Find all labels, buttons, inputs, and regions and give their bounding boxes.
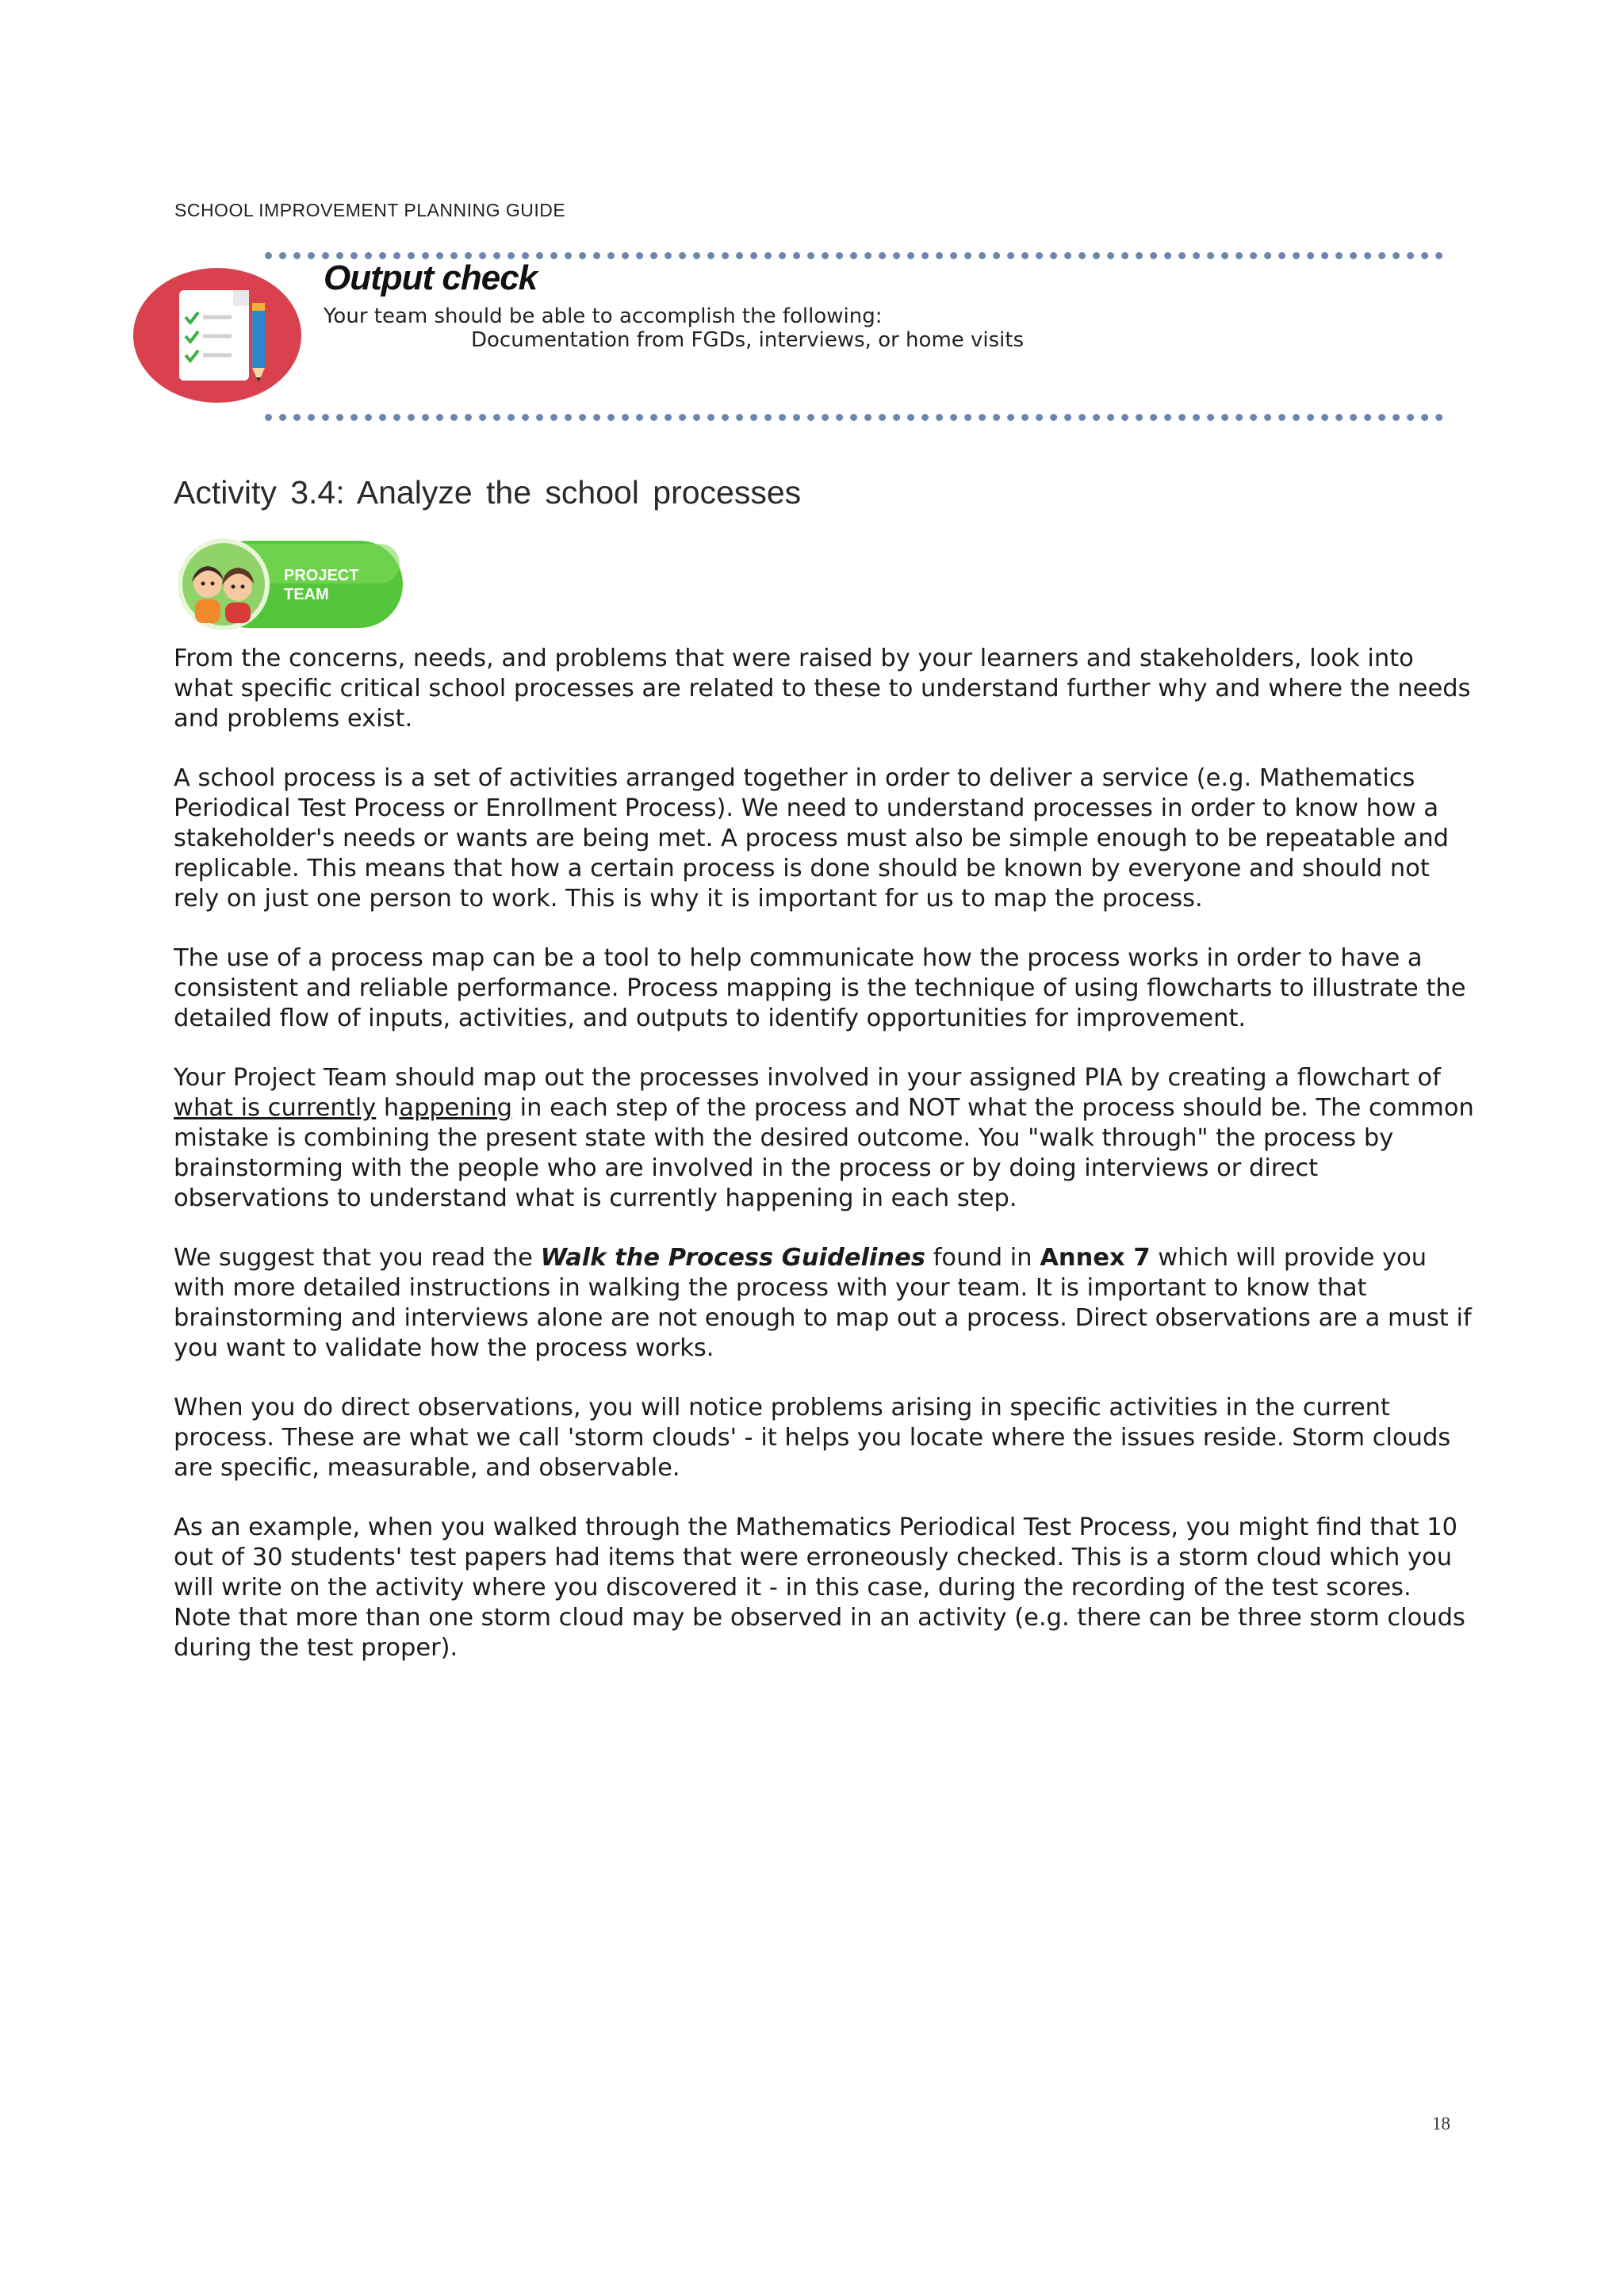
paragraph-1: From the concerns, needs, and problems that were raised by your learners and stakeholders, look into what specific critical school processes are related to these to understand further why and where the needs and problems exist. xyxy=(174,645,1471,733)
checklist-pencil-icon xyxy=(132,266,303,404)
project-team-badge xyxy=(173,536,408,633)
paragraph-7: As an example, when you walked through the Mathematics Periodical Test Process, you might find that 10 out of 30 students' test papers had items that were erroneously checked. This is a storm cloud which you will write on the activity where you discovered it - in this case, during the recording of the test scores. Note that more than one storm cloud may be observed in an activity (e.g. there can be three storm clouds during the test proper). xyxy=(174,1513,1465,1662)
badge-label-project: PROJECT xyxy=(284,567,359,584)
paragraph-4: Your Project Team should map out the processes involved in your assigned PIA by creating a flowchart of what is currently happening in each step of the process and NOT what the process should be. The common mistake is combining the present state with the desired outcome. You "walk through" the process by brainstorming with the people who are involved in the process or by doing interviews or direct observations to understand what is currently happening in each step. xyxy=(174,1064,1474,1212)
output-check-title: Output check xyxy=(324,258,538,297)
dotted-divider-bottom xyxy=(265,414,1443,421)
badge-label-team: TEAM xyxy=(284,586,329,603)
running-header: SCHOOL IMPROVEMENT PLANNING GUIDE xyxy=(174,200,566,220)
paragraph-5: We suggest that you read the Walk the Process Guidelines found in Annex 7 which will provide you with more detailed instructions in walking the process with your team. It is important to know that brainstorming and interviews alone are not enough to map out a process. Direct observations are a must if you want to validate how the process works. xyxy=(174,1244,1472,1362)
paragraph-2: A school process is a set of activities arranged together in order to deliver a service (e.g. Mathematics Periodical Test Process or Enrollment Process). We need to understand processes in order to know how a stakeholder's needs or wants are being met. A process must also be simple enough to be repeatable and replicable. This means that how a certain process is done should be known by everyone and should not rely on just one person to work. This is why it is important for us to map the process. xyxy=(174,764,1450,913)
page-number: 18 xyxy=(1432,2114,1450,2133)
body-text xyxy=(174,644,1474,1693)
paragraph-3: The use of a process map can be a tool to help communicate how the process works in order to have a consistent and reliable performance. Process mapping is the technique of using flowcharts to illustrate the detailed flow of inputs, activities, and outputs to identify opportunities for improvement. xyxy=(174,944,1466,1032)
output-check-item: Documentation from FGDs, interviews, or home visits xyxy=(471,328,1025,352)
paragraph-6: When you do direct observations, you will notice problems arising in specific activities in the current process. These are what we call 'storm clouds' - it helps you locate where the issues reside. Storm clouds are specific, measurable, and observable. xyxy=(174,1394,1451,1482)
activity-title: Activity 3.4: Analyze the school processes xyxy=(174,474,802,511)
guideline-title: Walk the Process Guidelines xyxy=(540,1244,925,1272)
output-check-intro: Your team should be able to accomplish the following: xyxy=(324,304,883,328)
annex-reference: Annex 7 xyxy=(1040,1244,1151,1272)
